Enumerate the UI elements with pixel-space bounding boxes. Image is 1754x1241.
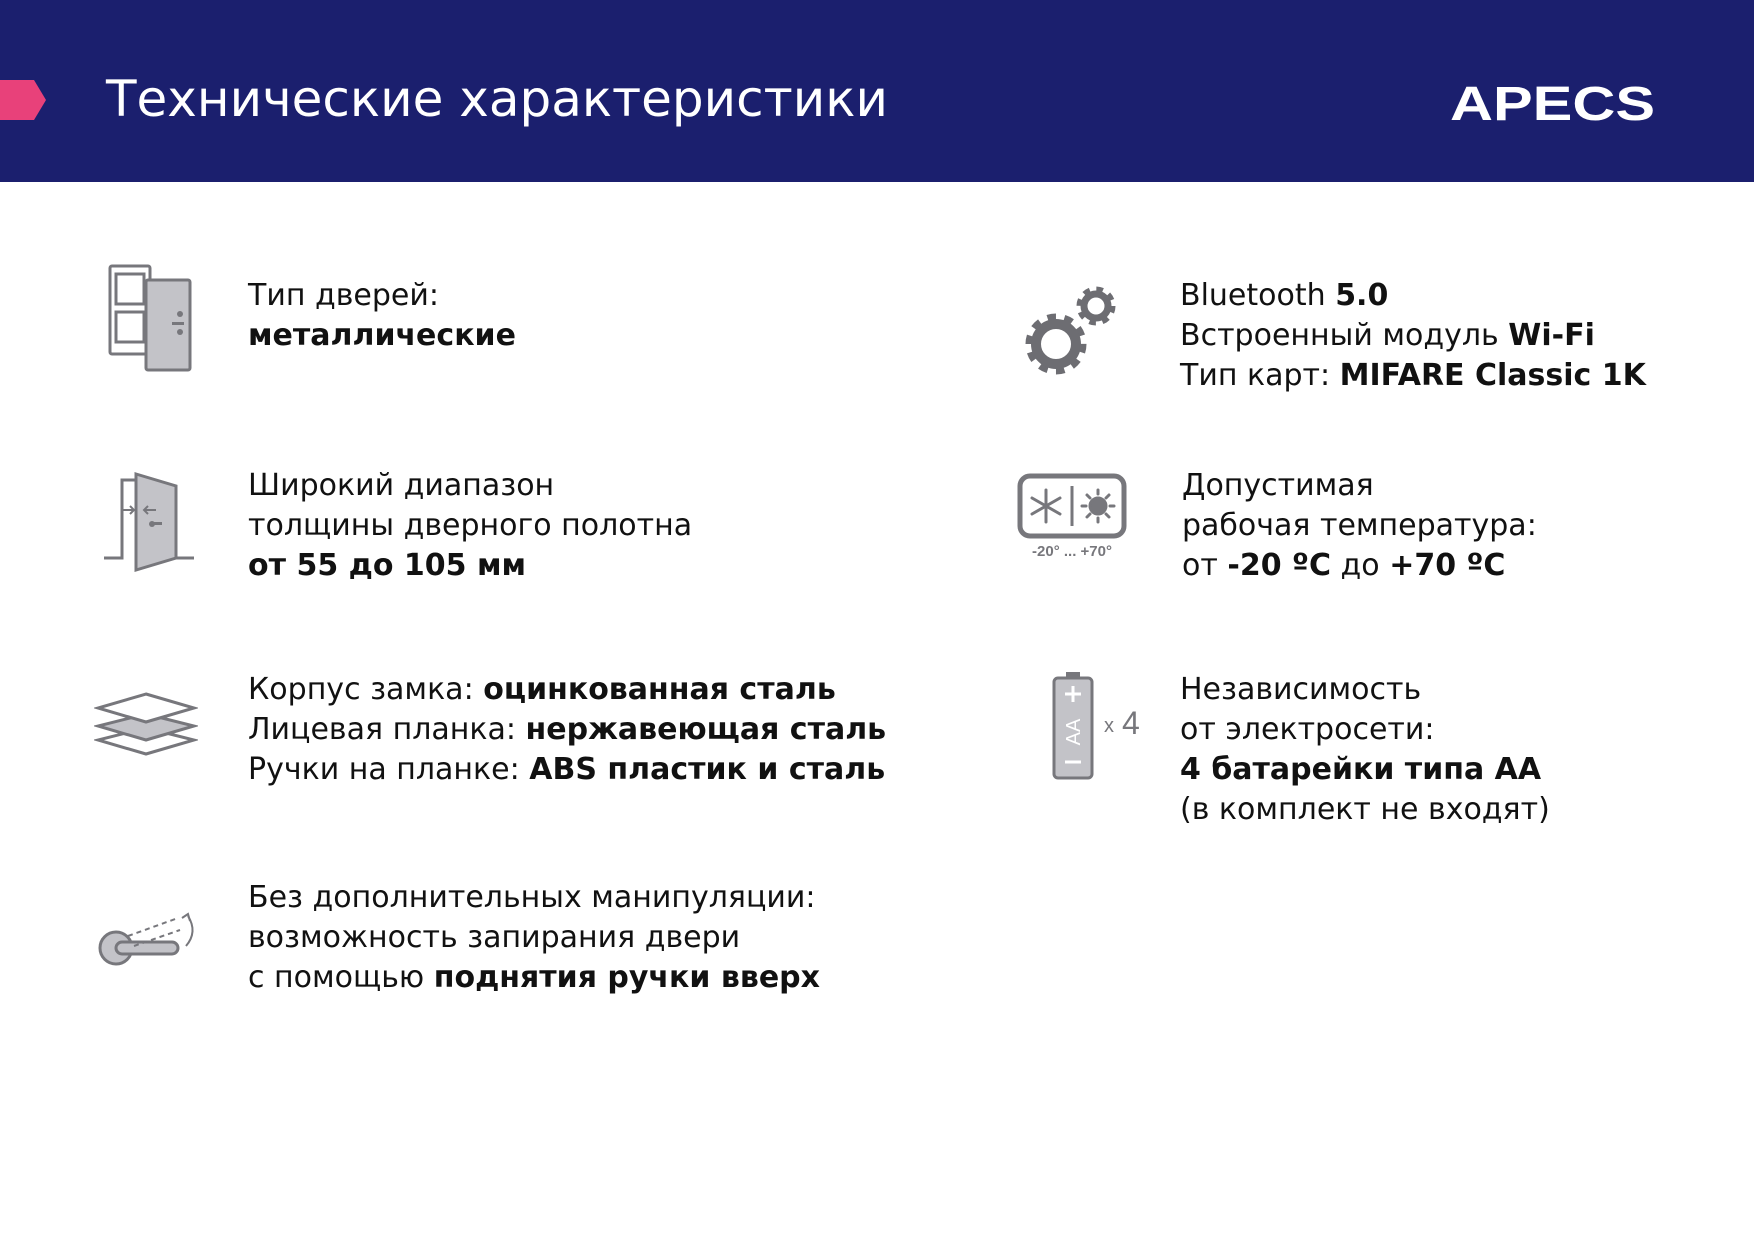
temperature-icon: [1016, 472, 1128, 562]
header: [0, 0, 1754, 182]
bluetooth-spec: Bluetooth 5.0: [1180, 278, 1389, 313]
door-handle-icon: [94, 908, 200, 972]
wifi-spec: Встроенный модуль Wi-Fi: [1180, 318, 1595, 353]
materials-body: Корпус замка: оцинкованная сталь: [248, 672, 836, 707]
handle-lock-line2: возможность запирания двери: [248, 920, 741, 955]
temperature-range: от -20 ºC до +70 ºC: [1182, 548, 1506, 583]
temperature-icon-caption: -20° ... +70°: [1032, 543, 1112, 560]
handle-lock-line1: Без дополнительных манипуляции:: [248, 880, 816, 915]
layers-icon: [94, 690, 198, 758]
battery-icon: [1050, 670, 1160, 782]
door-thickness-line1: Широкий диапазон: [248, 468, 555, 503]
temperature-line1: Допустимая: [1182, 468, 1374, 503]
power-line2: от электросети:: [1180, 712, 1435, 747]
battery-multiplier: x: [1104, 715, 1114, 737]
door-type-value: металлические: [248, 318, 516, 353]
gears-icon: [1022, 280, 1118, 376]
snowflake-icon: [1032, 490, 1060, 522]
door-thickness-line2: толщины дверного полотна: [248, 508, 693, 543]
door-thickness-value: от 55 до 105 мм: [248, 548, 527, 583]
battery-type-label: AA: [1063, 718, 1085, 746]
temperature-line2: рабочая температура:: [1182, 508, 1537, 543]
door-thickness-icon: [100, 470, 196, 574]
header-accent-marker: [0, 80, 46, 120]
door-icon: [106, 262, 194, 374]
page-title: Технические характеристики: [106, 70, 888, 128]
svg-text:APECS: APECS: [1450, 78, 1655, 130]
door-type-label: Тип дверей:: [248, 278, 439, 313]
power-line1: Независимость: [1180, 672, 1422, 707]
battery-count: 4: [1122, 705, 1140, 741]
handle-lock-line3: с помощью поднятия ручки вверх: [248, 960, 820, 995]
sun-icon: [1082, 490, 1114, 522]
power-value: 4 батарейки типа АА: [1180, 752, 1542, 787]
power-note: (в комплект не входят): [1180, 792, 1550, 827]
materials-faceplate: Лицевая планка: нержавеющая сталь: [248, 712, 887, 747]
cards-spec: Тип карт: MIFARE Classic 1K: [1180, 358, 1646, 393]
materials-handles: Ручки на планке: ABS пластик и сталь: [248, 752, 886, 787]
brand-logo: [1450, 72, 1660, 130]
